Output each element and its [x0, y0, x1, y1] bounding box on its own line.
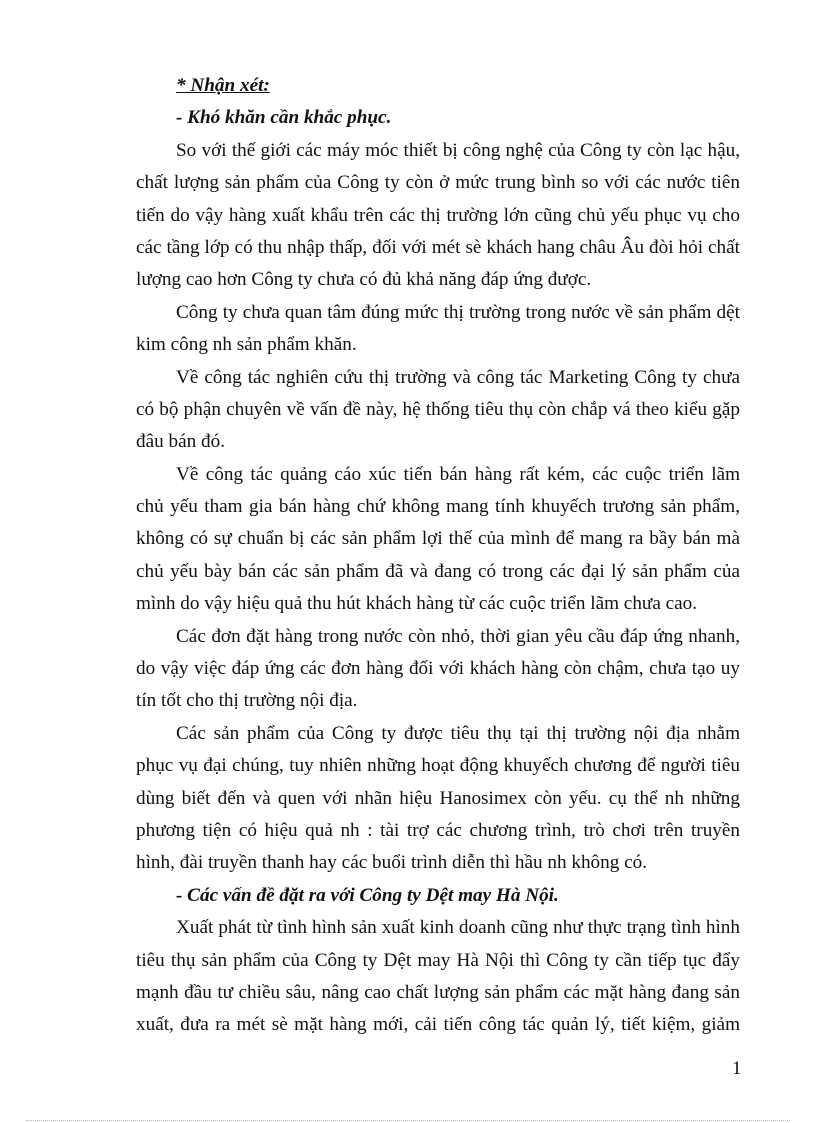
paragraph-line: chủ yếu bày bán các sản phẩm đã và đang có trong các đại lý sản phẩm của [136, 560, 740, 582]
paragraph-line: chất lượng sản phẩm của Công ty còn ở mức trung bình so với các nước tiên [136, 172, 740, 194]
paragraph-line: mình do vậy hiệu quả thu hút khách hàng từ các cuộc triển lãm chưa cao. [136, 593, 698, 615]
paragraph-line: Về công tác quảng cáo xúc tiến bán hàng rất kém, các cuộc triển lãm [176, 463, 740, 485]
paragraph-line: phương tiện có hiệu quả nh : tài trợ các chương trình, trò chơi trên truyền [136, 819, 740, 841]
paragraph-line: tiêu thụ sản phẩm của Công ty Dệt may Hà Nội thì Công ty cần tiếp tục đẩy [136, 949, 740, 971]
paragraph-line: Các đơn đặt hàng trong nước còn nhỏ, thời gian yêu cầu đáp ứng nhanh, [176, 625, 740, 647]
paragraph-line: tiến do vậy hàng xuất khẩu trên các thị trường lớn cũng chủ yếu phục vụ cho [136, 204, 740, 226]
paragraph-line: do vậy việc đáp ứng các đơn hàng đối với khách hàng còn chậm, chưa tạo uy [136, 658, 740, 680]
paragraph-line: các tầng lớp có thu nhập thấp, đối với mét sè khách hang châu Âu đòi hỏi chất [136, 236, 740, 258]
paragraph-line: dùng biết đến và quen với nhãn hiệu Hanosimex còn yếu. cụ thể nh những [136, 787, 740, 809]
paragraph-line: hình, đài truyền thanh hay các buổi trình diễn thì hầu nh không có. [136, 852, 648, 874]
paragraph-line: xuất, đưa ra mét sè mặt hàng mới, cải tiến công tác quản lý, tiết kiệm, giảm [136, 1014, 740, 1036]
section-heading-remarks: * Nhận xét: [176, 75, 270, 96]
subheading-difficulties: - Khó khăn cần khắc phục. [176, 107, 392, 129]
paragraph-line: Xuất phát từ tình hình sản xuất kinh doanh cũng như thực trạng tình hình [176, 917, 740, 939]
paragraph-line: chủ yếu tham gia bán hàng chứ không mang tính khuyếch trương sản phẩm, [136, 496, 740, 518]
paragraph-line: Công ty chưa quan tâm đúng mức thị trường trong nước về sản phẩm dệt [176, 301, 740, 323]
paragraph-line: đâu bán đó. [136, 431, 225, 453]
paragraph-line: Các sản phẩm của Công ty được tiêu thụ tại thị trường nội địa nhằm [176, 722, 740, 744]
paragraph-line: mạnh đầu tư chiều sâu, nâng cao chất lượng sản phẩm các mặt hàng đang sản [136, 981, 740, 1003]
document-body [136, 70, 740, 1042]
paragraph-line: có bộ phận chuyên về vấn đề này, hệ thống tiêu thụ còn chắp vá theo kiểu gặp [136, 398, 740, 420]
page-number: 1 [732, 1058, 742, 1079]
footer-divider [26, 1120, 790, 1121]
paragraph-line: Về công tác nghiên cứu thị trường và công tác Marketing Công ty chưa [176, 366, 740, 388]
paragraph-line: So với thế giới các máy móc thiết bị công nghệ của Công ty còn lạc hậu, [176, 139, 740, 161]
subheading-issues: - Các vấn đề đặt ra với Công ty Dệt may Hà Nội. [176, 884, 559, 906]
paragraph-line: lượng cao hơn Công ty chưa có đủ khả năng đáp ứng được. [136, 269, 592, 291]
paragraph-line: phục vụ đại chúng, tuy nhiên những hoạt động khuyếch chương để người tiêu [136, 755, 740, 777]
paragraph-line: không có sự chuẩn bị các sản phẩm lợi thế của mình để mang ra bầy bán mà [136, 528, 740, 550]
paragraph-line: kim công nh sản phẩm khăn. [136, 334, 357, 356]
paragraph-line: tín tốt cho thị trường nội địa. [136, 690, 358, 712]
